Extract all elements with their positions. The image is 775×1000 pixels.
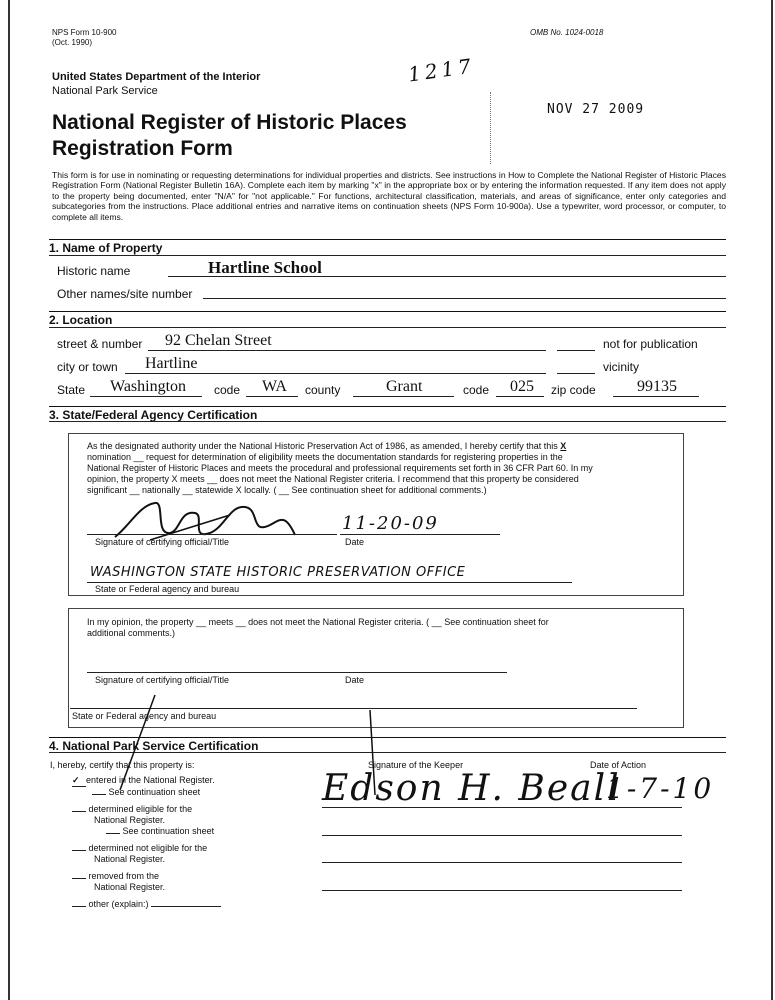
sig2-line bbox=[87, 672, 507, 673]
date2-label: Date bbox=[345, 675, 365, 685]
street-field[interactable] bbox=[148, 350, 546, 351]
county-code-field[interactable] bbox=[496, 396, 544, 397]
signature-label: Signature of certifying official/Title bbox=[95, 537, 230, 547]
vicinity-label: vicinity bbox=[603, 360, 640, 374]
title-line-1: National Register of Historic Places bbox=[52, 111, 407, 134]
agency-label: State or Federal agency and bureau bbox=[95, 584, 240, 594]
opt3-label-b: National Register. bbox=[94, 854, 166, 864]
opt2-sub-check[interactable] bbox=[106, 833, 120, 834]
cert-line-1: As the designated authority under the National Historic Preservation Act of 1986, as amended, I hereby certify that this bbox=[87, 441, 558, 451]
cert-text bbox=[87, 441, 672, 496]
section-1-heading: 1. Name of Property bbox=[49, 239, 726, 255]
opt2-check[interactable] bbox=[72, 811, 86, 812]
state-value: Washington bbox=[110, 378, 187, 395]
instructions: This form is for use in nominating or requesting determinations for individual properties and districts. See instructions in How to Complete the National Register of Historic Places Registration Form (National Register Bulletin 16A). Complete each item by marking "x" in the appropriate box or by entering the information requested. If any item does not apply to the property being documented, enter "N/A" for "not applicable." For functions, architectural classification, materials, and areas of significance, enter only categories and subcategories from the instructions. Place additional entries and narrative items on continuation sheets (NPS Form 10-900a). Use a typewriter, word processor, or computer, to complete all items. bbox=[52, 170, 726, 222]
other-names-label: Other names/site number bbox=[57, 287, 193, 301]
keeper-label: Signature of the Keeper bbox=[368, 760, 464, 770]
form-date: (Oct. 1990) bbox=[52, 38, 93, 47]
cert-nomination-mark[interactable]: X bbox=[560, 441, 567, 451]
opinion-line-1: In my opinion, the property __ meets __ does not meet the National Register criteria. ( __ See continuation sheet for bbox=[87, 617, 549, 627]
county-label: county bbox=[305, 383, 341, 397]
state-label: State bbox=[57, 383, 86, 397]
date-of-action-value: 1-7-10 bbox=[606, 772, 715, 805]
received-stamp: NOV 27 2009 bbox=[547, 102, 645, 117]
scan-edge-right bbox=[771, 0, 773, 1000]
handwritten-number: 1217 bbox=[406, 53, 477, 87]
section-2-rule bbox=[49, 327, 726, 328]
signature2-label: Signature of certifying official/Title bbox=[95, 675, 230, 685]
opt4-label: removed from the bbox=[88, 871, 160, 881]
pen-stroke bbox=[60, 690, 390, 800]
state-code-field[interactable] bbox=[246, 396, 298, 397]
historic-name-label: Historic name bbox=[57, 264, 131, 278]
opt3-check[interactable] bbox=[72, 850, 86, 851]
omb-number: OMB No. 1024-0018 bbox=[530, 28, 604, 37]
agency-line bbox=[87, 582, 572, 583]
keeper-line-4 bbox=[322, 890, 682, 891]
county-value: Grant bbox=[386, 378, 423, 395]
form-number: NPS Form 10-900 bbox=[52, 28, 117, 37]
section-4-heading: 4. National Park Service Certification bbox=[49, 737, 726, 753]
zip-value: 99135 bbox=[637, 378, 677, 395]
street-value: 92 Chelan Street bbox=[165, 332, 272, 349]
opt4-label-b: National Register. bbox=[94, 882, 166, 892]
street-label: street & number bbox=[57, 337, 143, 351]
opt3-label: determined not eligible for the bbox=[88, 843, 208, 853]
opt2-sub-label: See continuation sheet bbox=[122, 826, 215, 836]
opt5-field[interactable] bbox=[151, 906, 221, 907]
historic-name-field[interactable] bbox=[168, 276, 726, 277]
other-names-field[interactable] bbox=[203, 298, 726, 299]
county-code-label: code bbox=[463, 383, 490, 397]
cert-line-5: significant __ nationally __ statewide X locally. ( __ See continuation sheet for additional comments.) bbox=[87, 485, 487, 495]
vicinity-checkbox[interactable] bbox=[557, 373, 595, 374]
nps-intro: I, hereby, certify that this property is: bbox=[50, 760, 195, 770]
department: United States Department of the Interior bbox=[52, 71, 261, 83]
not-for-publication-checkbox[interactable] bbox=[557, 350, 595, 351]
date-label: Date bbox=[345, 537, 365, 547]
keeper-signature: Edson H. Beall bbox=[322, 768, 621, 809]
cert-line-3: National Register of Historic Places and meets the procedural and professional requirements set forth in 36 CFR Part 60. In my bbox=[87, 463, 593, 473]
state-field[interactable] bbox=[90, 396, 202, 397]
page-title bbox=[52, 110, 407, 162]
section-1-rule bbox=[49, 255, 726, 256]
section-2-heading: 2. Location bbox=[49, 311, 726, 327]
opt2-label: determined eligible for the bbox=[88, 804, 193, 814]
stamp-border bbox=[490, 92, 492, 164]
city-label: city or town bbox=[57, 360, 118, 374]
opt1-label: entered in the National Register. bbox=[86, 775, 215, 785]
opt2-label-b: National Register. bbox=[94, 815, 166, 825]
keeper-line-2 bbox=[322, 835, 682, 836]
opt4-check[interactable] bbox=[72, 878, 86, 879]
city-field[interactable] bbox=[125, 373, 546, 374]
opt5-label: other (explain:) bbox=[88, 899, 149, 909]
date-of-action-label: Date of Action bbox=[590, 760, 647, 770]
opt1-sub-label: See continuation sheet bbox=[108, 787, 201, 797]
state-code-label: code bbox=[214, 383, 241, 397]
cert-line-4: opinion, the property X meets __ does not meet the National Register criteria. I recommend that this property be considered bbox=[87, 474, 579, 484]
title-line-2: Registration Form bbox=[52, 137, 233, 160]
zip-label: zip code bbox=[551, 383, 596, 397]
keeper-line-3 bbox=[322, 862, 682, 863]
service: National Park Service bbox=[52, 85, 158, 97]
date1-line bbox=[340, 534, 500, 535]
historic-name-value: Hartline School bbox=[208, 258, 322, 277]
section-3-rule bbox=[49, 421, 726, 422]
agency2-label: State or Federal agency and bureau bbox=[72, 711, 217, 721]
city-value: Hartline bbox=[145, 355, 198, 372]
scan-edge bbox=[8, 0, 10, 1000]
opt1-check[interactable]: ✓ bbox=[72, 775, 86, 787]
zip-field[interactable] bbox=[613, 396, 699, 397]
state-code-value: WA bbox=[262, 378, 287, 395]
opinion-text bbox=[87, 617, 672, 639]
keeper-line-1 bbox=[322, 807, 682, 808]
cert-line-2: nomination __ request for determination of eligibility meets the documentation standards for registering properties in the bbox=[87, 452, 563, 462]
county-code-value: 025 bbox=[510, 378, 534, 395]
sig1-line bbox=[87, 534, 337, 535]
not-for-publication-label: not for publication bbox=[603, 337, 698, 351]
county-field[interactable] bbox=[353, 396, 454, 397]
opt5-check[interactable] bbox=[72, 906, 86, 907]
cert-date-value: 11-20-09 bbox=[342, 513, 439, 534]
agency-value: WASHINGTON STATE HISTORIC PRESERVATION OFFICE bbox=[90, 565, 466, 580]
section-3-heading: 3. State/Federal Agency Certification bbox=[49, 406, 726, 422]
opinion-line-2: additional comments.) bbox=[87, 628, 176, 638]
